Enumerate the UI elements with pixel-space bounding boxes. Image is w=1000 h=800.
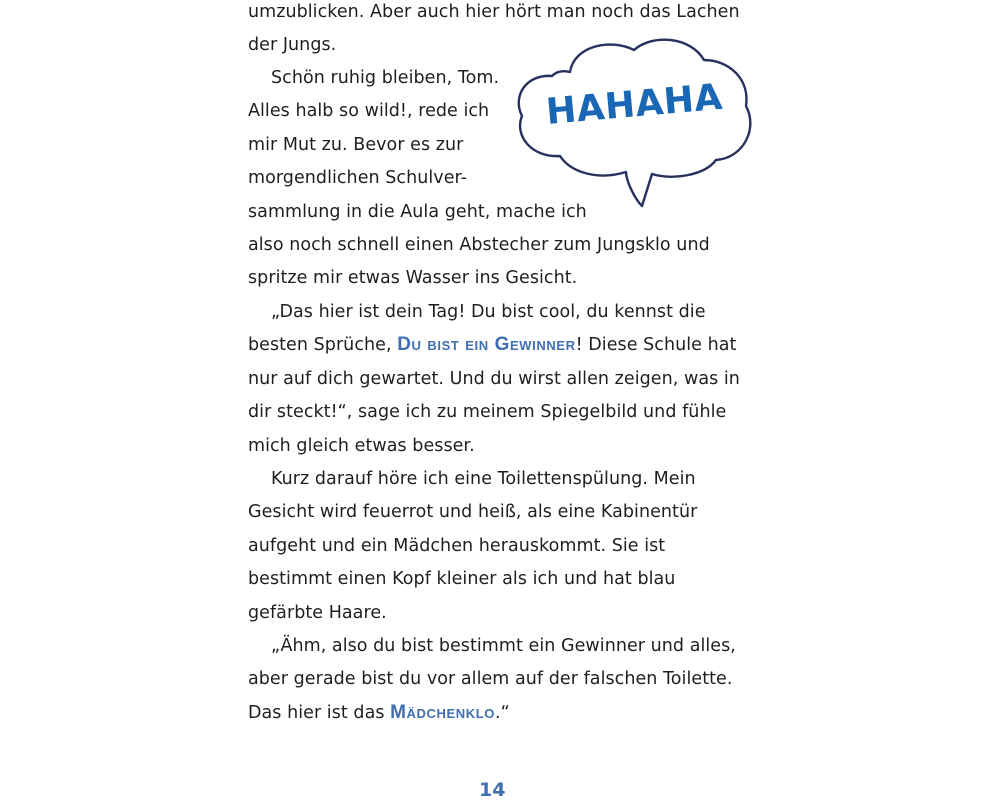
text-line: dir steckt!“, sage ich zu meinem Spiegelbild und fühle xyxy=(248,402,727,422)
text-segment: ! Diese Schule hat xyxy=(575,335,737,355)
text-line: mir Mut zu. Bevor es zur xyxy=(248,135,464,155)
text-line: gefärbte Haare. xyxy=(248,603,387,623)
speech-bubble-text: HAHAHA xyxy=(544,76,725,133)
text-line: spritze mir etwas Wasser ins Gesicht. xyxy=(248,268,578,288)
highlighted-phrase: Mädchenklo xyxy=(390,702,496,723)
text-line: der Jungs. xyxy=(248,35,337,55)
text-line: Schön ruhig bleiben, Tom. xyxy=(271,68,500,88)
text-line: aber gerade bist du vor allem auf der falschen Toilette. xyxy=(248,669,733,689)
text-line xyxy=(248,703,510,723)
text-line xyxy=(248,335,736,355)
text-line: „Ähm, also du bist bestimmt ein Gewinner und alles, xyxy=(271,636,736,656)
text-segment: Das hier ist das xyxy=(248,703,391,723)
text-line: umzublicken. Aber auch hier hört man noch das Lachen xyxy=(248,2,740,22)
text-line: also noch schnell einen Abstecher zum Jungsklo und xyxy=(248,235,710,255)
highlighted-phrase: Du bist ein Gewinner xyxy=(397,334,576,355)
text-line: „Das hier ist dein Tag! Du bist cool, du kennst die xyxy=(271,302,706,322)
text-line: mich gleich etwas besser. xyxy=(248,436,475,456)
text-segment: .“ xyxy=(495,703,510,723)
text-line: nur auf dich gewartet. Und du wirst allen zeigen, was in xyxy=(248,369,740,389)
text-line: Alles halb so wild!, rede ich xyxy=(248,101,490,121)
text-line: Gesicht wird feuerrot und heiß, als eine Kabinentür xyxy=(248,502,698,522)
text-line: bestimmt einen Kopf kleiner als ich und hat blau xyxy=(248,569,676,589)
text-line: Kurz darauf höre ich eine Toilettenspülung. Mein xyxy=(271,469,696,489)
text-segment: besten Sprüche, xyxy=(248,335,398,355)
text-line: morgendlichen Schulver- xyxy=(248,168,468,188)
page-number: 14 xyxy=(479,779,506,800)
text-line: aufgeht und ein Mädchen herauskommt. Sie ist xyxy=(248,536,666,556)
text-line: sammlung in die Aula geht, mache ich xyxy=(248,202,587,222)
